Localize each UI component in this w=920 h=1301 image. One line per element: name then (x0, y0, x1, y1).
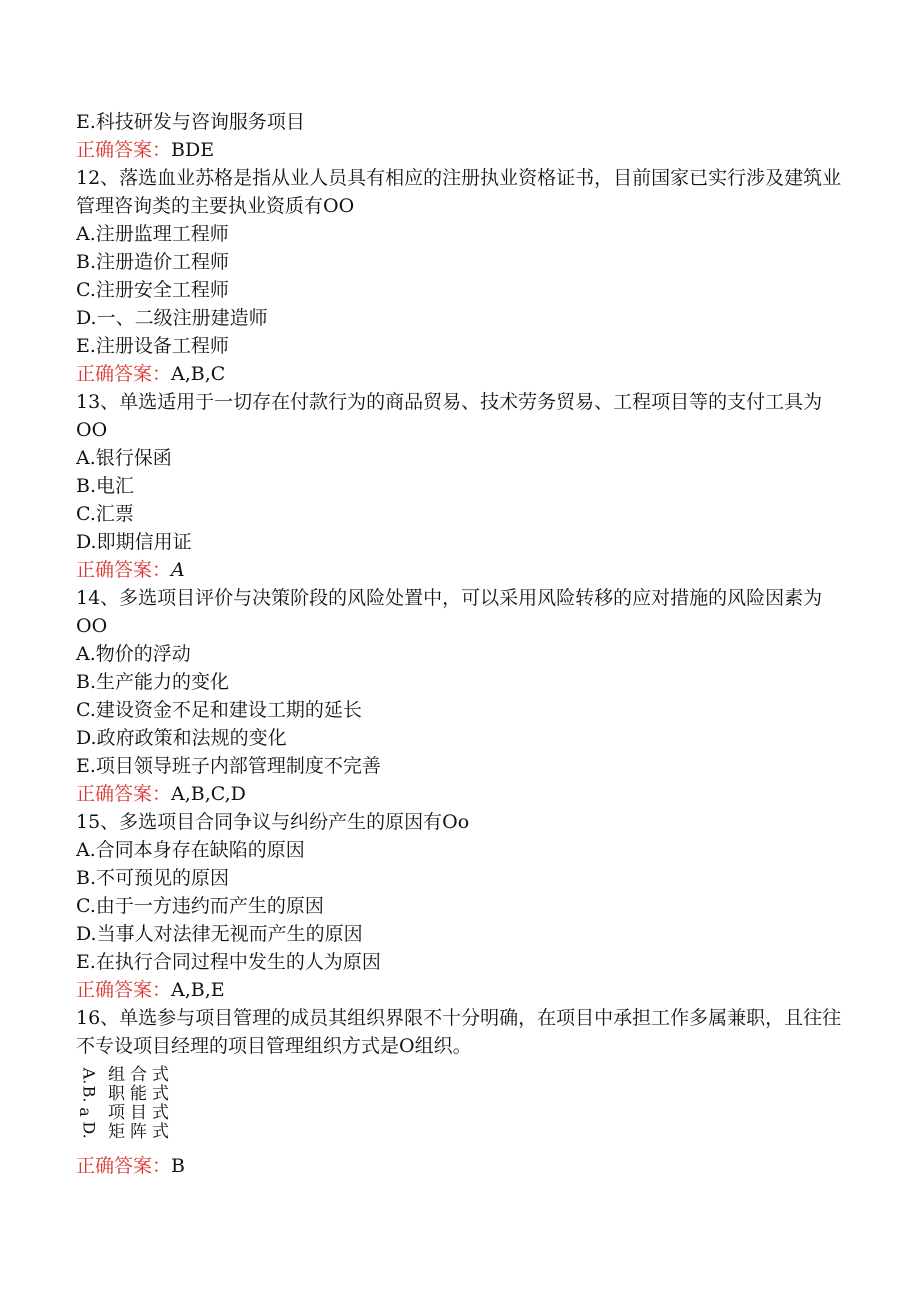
q15-option-e: E.在执行合同过程中发生的人为原因 (76, 951, 381, 973)
q16-options (76, 1066, 846, 1142)
q16-letter-b: B. (79, 1085, 99, 1103)
q13-text: 13、单选适用于一切存在付款行为的商品贸易、技术劳务贸易、工程项目等的支付工具为OO (76, 391, 823, 441)
q16-label-d: 矩阵式 (108, 1122, 174, 1142)
q12-option-a: A.注册监理工程师 (76, 223, 229, 245)
q16-label-c: 项目式 (108, 1103, 174, 1123)
q16-option-labels (108, 1066, 174, 1142)
q13-option-d: D.即期信用证 (76, 531, 192, 553)
q15-answer (76, 976, 846, 1004)
q16-text: 16、单选参与项目管理的成员其组织界限不十分明确，在项目中承担工作多属兼职，且往往不专设项目经理的项目管理组织方式是O组织。 (76, 1007, 842, 1057)
q14-option-c: C.建设资金不足和建设工期的延长 (76, 699, 362, 721)
answer-label: 正确答案： (76, 979, 172, 1001)
q12-text: 12、落选血业苏格是指从业人员具有相应的注册执业资格证书，目前国家已实行涉及建筑业管理咨询类的主要执业资质有OO (76, 167, 842, 217)
q15-option-c: C.由于一方违约而产生的原因 (76, 895, 324, 917)
answer-value: A (171, 559, 185, 581)
q14-option-b: B.生产能力的变化 (76, 671, 230, 693)
q14-option-e: E.项目领导班子内部管理制度不完善 (76, 755, 381, 777)
answer-label: 正确答案： (76, 139, 172, 161)
answer-value: BDE (171, 139, 215, 161)
q13-option-c: C.汇票 (76, 503, 134, 525)
q16-letter-a: A. (79, 1067, 99, 1085)
q16-option-letters (76, 1068, 98, 1138)
q15-text: 15、多选项目合同争议与纠纷产生的原因有Oo (76, 811, 470, 833)
q14-option-d: D.政府政策和法规的变化 (76, 727, 287, 749)
q15-option-b: B.不可预见的原因 (76, 867, 230, 889)
q16-label-a: 组合式 (108, 1065, 174, 1085)
q15-option-d: D.当事人对法律无视而产生的原因 (76, 923, 363, 945)
q12-option-e: E.注册设备工程师 (76, 335, 229, 357)
q16-answer (76, 1152, 846, 1180)
q16-letter-c: a (75, 1107, 95, 1117)
q14-answer (76, 780, 846, 808)
q11-option-e: E.科技研发与咨询服务项目 (76, 111, 305, 133)
q16-label-b: 职能式 (108, 1084, 174, 1104)
answer-value: A,B,E (171, 979, 225, 1001)
q13-option-a: A.银行保函 (76, 447, 172, 469)
q12-option-c: C.注册安全工程师 (76, 279, 229, 301)
question-list (76, 108, 846, 1180)
q16-letter-d: D. (79, 1121, 99, 1139)
q12-option-d: D.一、二级注册建造师 (76, 307, 268, 329)
q13-option-b: B.电汇 (76, 475, 135, 497)
answer-label: 正确答案： (76, 363, 172, 385)
q14-text: 14、多选项目评价与决策阶段的风险处置中，可以采用风险转移的应对措施的风险因素为OO (76, 587, 823, 637)
answer-label: 正确答案： (76, 783, 172, 805)
answer-label: 正确答案： (76, 559, 172, 581)
q15-option-a: A.合同本身存在缺陷的原因 (76, 839, 305, 861)
answer-value: A,B,C (171, 363, 226, 385)
answer-value: B (171, 1155, 185, 1177)
q13-answer (76, 556, 846, 584)
q14-option-a: A.物价的浮动 (76, 643, 191, 665)
q12-option-b: B.注册造价工程师 (76, 251, 230, 273)
answer-label: 正确答案： (76, 1155, 172, 1177)
answer-value: A,B,C,D (171, 783, 246, 805)
q12-answer (76, 360, 846, 388)
q11-answer (76, 136, 846, 164)
